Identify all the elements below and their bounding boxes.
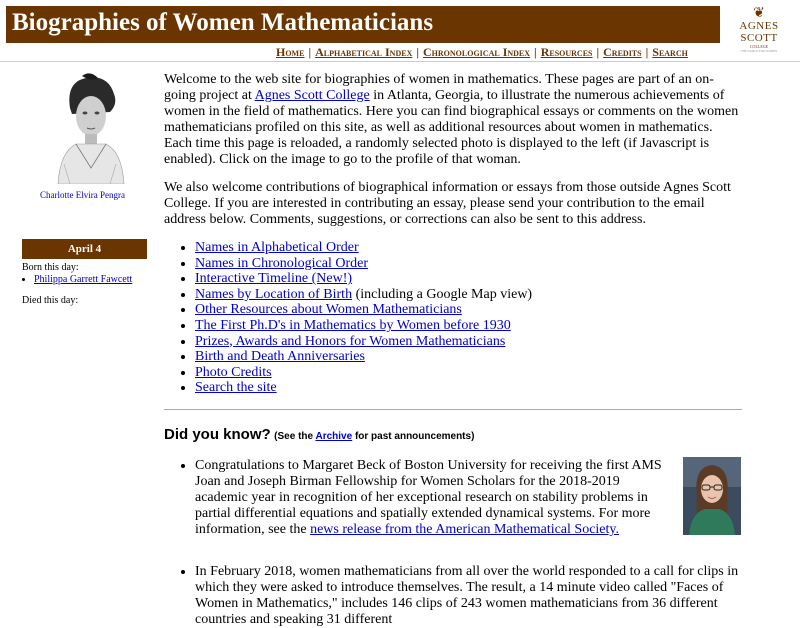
site-banner — [6, 6, 720, 43]
link-search-site[interactable]: Search the site — [195, 380, 277, 396]
site-title: Biographies of Women Mathematicians — [12, 9, 434, 36]
intro-text: in Atlanta, Georgia, to illustrate the numerous achievements of women in the field of mathematics. Here you can find biographical essays or comments on the women mathematicians profiled on this site, as well as additional resources about women in mathematics. Each time this page is reloaded, a randomly selected photo is displayed to the left (if Javascript is enabled). Click on the image to go to the profile of that woman. — [164, 88, 739, 167]
list-item — [195, 564, 742, 628]
born-label: Born this day: — [22, 262, 79, 273]
link-suffix: (including a Google Map view) — [352, 286, 533, 302]
list-item — [195, 256, 742, 272]
link-photo-credits[interactable]: Photo Credits — [195, 364, 272, 380]
nav-separator: | — [596, 45, 600, 59]
main-nav — [276, 45, 688, 60]
link-first-phds[interactable]: The First Ph.D's in Mathematics by Women before 1930 — [195, 317, 511, 333]
header-divider — [0, 61, 800, 62]
list-item — [195, 365, 742, 381]
did-you-know-header — [164, 427, 474, 445]
list-item — [195, 318, 742, 334]
logo-tag: THE WORLD FOR WOMEN — [740, 49, 778, 53]
archive-note-text: (See the — [274, 431, 316, 442]
nav-separator: | — [416, 45, 420, 59]
nav-separator: | — [308, 45, 312, 59]
anniversary-date: April 4 — [22, 239, 147, 259]
section-divider — [164, 409, 742, 410]
intro-paragraph — [164, 72, 742, 168]
did-you-know-title: Did you know? — [164, 426, 271, 443]
agnes-scott-logo[interactable] — [724, 6, 794, 53]
nav-chronological-index[interactable]: Chronological Index — [423, 45, 531, 59]
announcement-text: In February 2018, women mathematicians from all over the world responded to a call for clips in which they were asked to introduce themselves. The result, a 14 minute video called "Faces of Women in Mathematics," includes 146 clips of 243 women mathematicians from 36 different countries and speaking 31 different — [195, 564, 739, 627]
list-item — [195, 271, 742, 287]
logo-name: AGNES SCOTT — [739, 20, 779, 44]
list-item — [195, 458, 742, 538]
link-timeline[interactable]: Interactive Timeline (New!) — [195, 271, 353, 287]
link-alphabetical[interactable]: Names in Alphabetical Order — [195, 240, 359, 255]
archive-link[interactable]: Archive — [315, 431, 353, 442]
agnes-scott-link[interactable]: Agnes Scott College — [254, 88, 370, 103]
resource-links — [164, 240, 742, 396]
agnes-scott-logo-icon: ❦ — [753, 6, 765, 21]
nav-separator: | — [645, 45, 649, 59]
link-location-of-birth[interactable]: Names by Location of Birth — [195, 286, 353, 302]
list-item — [195, 349, 742, 365]
announcement-text — [195, 458, 675, 538]
link-prizes[interactable]: Prizes, Awards and Honors for Women Mathematicians — [195, 333, 506, 349]
photo-caption[interactable]: Charlotte Elvira Pengra — [40, 190, 125, 200]
featured-portrait-photo[interactable] — [52, 72, 128, 184]
nav-alphabetical-index[interactable]: Alphabetical Index — [315, 45, 413, 59]
nav-search[interactable]: Search — [652, 45, 688, 59]
nav-resources[interactable]: Resources — [540, 45, 593, 59]
link-other-resources[interactable]: Other Resources about Women Mathematicians — [195, 302, 462, 318]
news-release-link[interactable]: news release from the American Mathematical Society. — [310, 522, 619, 537]
link-anniversaries[interactable]: Birth and Death Anniversaries — [195, 349, 365, 365]
list-item — [195, 287, 742, 303]
died-label: Died this day: — [22, 295, 79, 306]
archive-note — [274, 431, 474, 442]
archive-note-text: for past announcements) — [352, 431, 475, 442]
list-item — [195, 302, 742, 318]
announcement-body: Congratulations to Margaret Beck of Boston University for receiving the first AMS Joan and Joseph Birman Fellowship for Women Scholars for the 2018-2019 academic year in recognition of her exceptional research on stability problems in partial differential equations and spatially extended dynamical systems. For more information, see the — [195, 458, 662, 537]
list-item — [195, 334, 742, 350]
born-person-link[interactable]: Philippa Garrett Fawcett — [34, 274, 133, 285]
nav-home[interactable]: Home — [276, 45, 305, 59]
intro-text: Welcome to the web site for biographies of women in mathematics. These pages are part of an on-going project at — [164, 72, 714, 103]
nav-credits[interactable]: Credits — [603, 45, 642, 59]
announcements-list — [164, 458, 742, 628]
list-item — [195, 240, 742, 256]
born-list — [22, 274, 132, 285]
list-item — [195, 380, 742, 396]
nav-separator: | — [534, 45, 537, 59]
link-chronological[interactable]: Names in Chronological Order — [195, 255, 369, 271]
contribution-paragraph: We also welcome contributions of biographical information or essays from those outside Agnes Scott College. If you are interested in contributing an essay, please send your contribution to the email address below. Comments, suggestions, or corrections can also be sent to this address. — [164, 180, 731, 227]
margaret-beck-photo — [683, 457, 741, 535]
list-item — [34, 274, 132, 285]
logo-sub: COLLEGE — [749, 44, 769, 49]
